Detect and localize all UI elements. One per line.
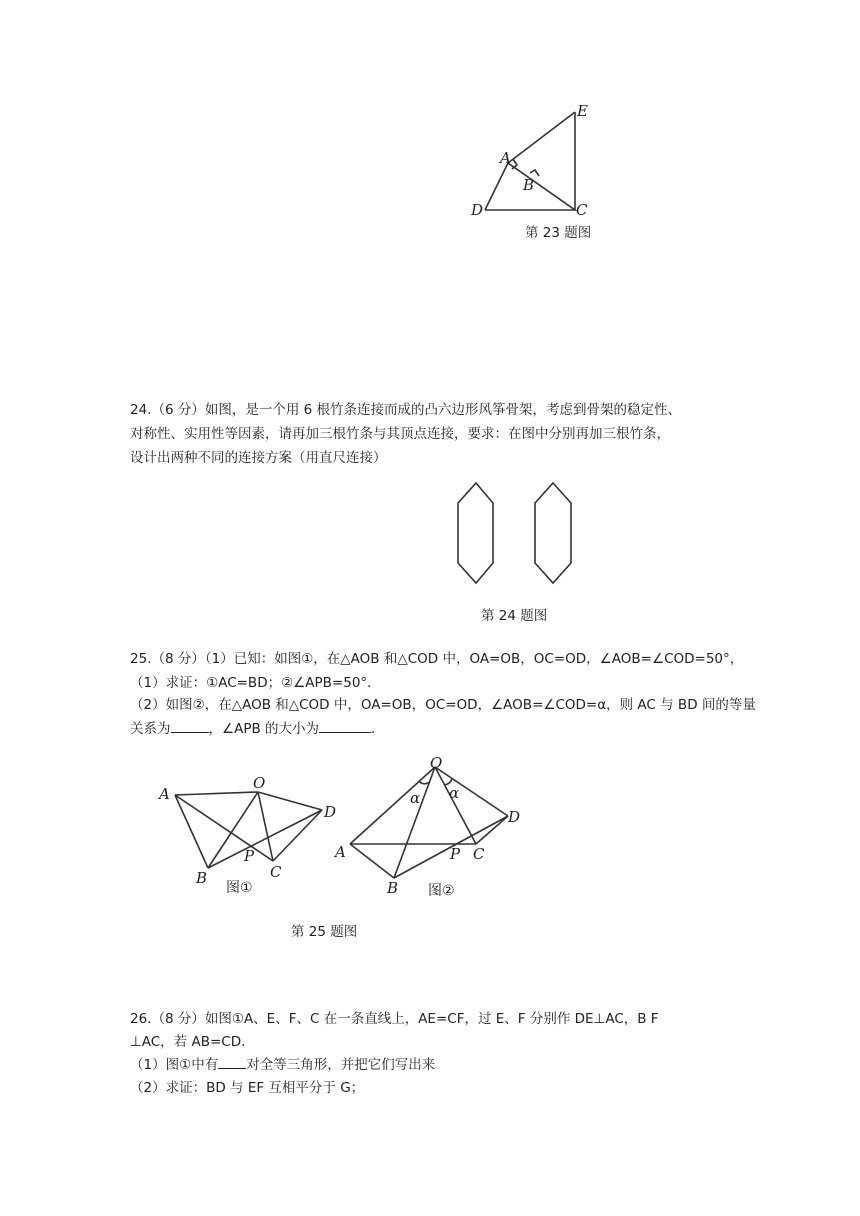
q25f2-ab xyxy=(350,844,394,878)
q25-line-2: （1）求证：①AC=BD；②∠APB=50°． xyxy=(130,675,381,691)
q25f2-label-p: P xyxy=(450,845,461,863)
q25f2-label-alpha-2: α xyxy=(449,784,460,802)
q25f2-od xyxy=(435,767,508,816)
q25-line-4-suffix: ． xyxy=(371,721,385,737)
q25-line-1: 25.（8 分）（1）已知：如图①，在△AOB 和△COD 中，OA=OB，OC=OD，∠AOB=∠COD=50°， xyxy=(130,651,744,667)
figure-q24 xyxy=(450,478,590,588)
q23-caption: 第 23 题图 xyxy=(525,225,592,241)
q24-line-2: 对称性、实用性等因素，请再加三根竹条与其顶点连接，要求：在图中分别再加三根竹条， xyxy=(130,426,670,442)
q24-line-3: 设计出两种不同的连接方案（用直尺连接） xyxy=(130,450,387,466)
q25f1-oc xyxy=(258,792,273,861)
q26-answer-blank[interactable] xyxy=(218,1054,246,1069)
q25f2-angle-arc-1 xyxy=(419,781,430,784)
q24-hexagon-left xyxy=(458,483,493,583)
q25f1-caption: 图① xyxy=(226,880,253,896)
q25f1-ao xyxy=(175,792,258,795)
q25f2-ob xyxy=(394,767,435,878)
q25f1-label-o: O xyxy=(253,774,266,792)
q24-caption: 第 24 题图 xyxy=(481,608,548,624)
q25f1-bd xyxy=(208,810,322,868)
q23-label-d: D xyxy=(471,201,484,219)
q25-line-4-middle: ，∠APB 的大小为 xyxy=(208,721,320,737)
q25-answer-blank-2[interactable] xyxy=(319,718,371,733)
q26-line-1: 26.（8 分）如图①A、E、F、C 在一条直线上，AE=CF，过 E、F 分别作 DE⊥AC，B F xyxy=(130,1011,659,1027)
q25-line-3: （2）如图②，在△AOB 和△COD 中，OA=OB，OC=OD，∠AOB=∠COD=α，则 AC 与 BD 间的等量 xyxy=(130,697,756,713)
figure-q25-2 xyxy=(330,750,530,910)
q23-label-c: C xyxy=(576,201,588,219)
q25-line-4-prefix: 关系为 xyxy=(130,721,171,737)
q25f1-od xyxy=(258,792,322,810)
q25-caption: 第 25 题图 xyxy=(291,924,358,940)
q23-label-a: A xyxy=(500,149,511,167)
q23-segment-ae xyxy=(508,112,575,163)
q25f2-label-c: C xyxy=(473,845,485,863)
q25-answer-blank-1[interactable] xyxy=(171,718,209,733)
figure-q23 xyxy=(460,95,610,225)
q25-line-4 xyxy=(130,718,385,740)
figure-q25-1 xyxy=(150,770,350,910)
q23-label-e: E xyxy=(577,102,588,120)
q25f2-label-d: D xyxy=(508,808,521,826)
q25f2-label-b: B xyxy=(387,879,399,897)
q25f1-label-b: B xyxy=(196,869,208,887)
q25f1-cd xyxy=(273,810,322,861)
q25f1-label-d: D xyxy=(324,803,337,821)
q25f1-label-p: P xyxy=(244,847,255,865)
q25f2-label-o: O xyxy=(430,754,443,772)
q25f2-oc xyxy=(435,767,476,844)
q25f2-label-a: A xyxy=(335,843,346,861)
q25f1-label-a: A xyxy=(159,785,170,803)
q25f2-caption: 图② xyxy=(428,883,455,899)
q24-hexagon-right xyxy=(535,483,571,583)
q26-line-3-suffix: 对全等三角形，并把它们写出来 xyxy=(246,1057,436,1073)
q26-line-3-prefix: （1）图①中有 xyxy=(130,1057,219,1073)
q26-line-2: ⊥AC，若 AB=CD． xyxy=(130,1034,255,1050)
q26-line-3 xyxy=(130,1054,435,1076)
q25f1-label-c: C xyxy=(270,863,282,881)
q26-line-4: （2）求证：BD 与 EF 互相平分于 G； xyxy=(130,1080,365,1096)
q23-label-b: B xyxy=(523,176,535,194)
q25f2-label-alpha-1: α xyxy=(410,789,421,807)
q25f2-oa xyxy=(350,767,435,844)
q24-line-1: 24.（6 分）如图，是一个用 6 根竹条连接而成的凸六边形风筝骨架，考虑到骨架的稳定性、 xyxy=(130,402,682,418)
q23-right-angle-a xyxy=(512,159,517,169)
